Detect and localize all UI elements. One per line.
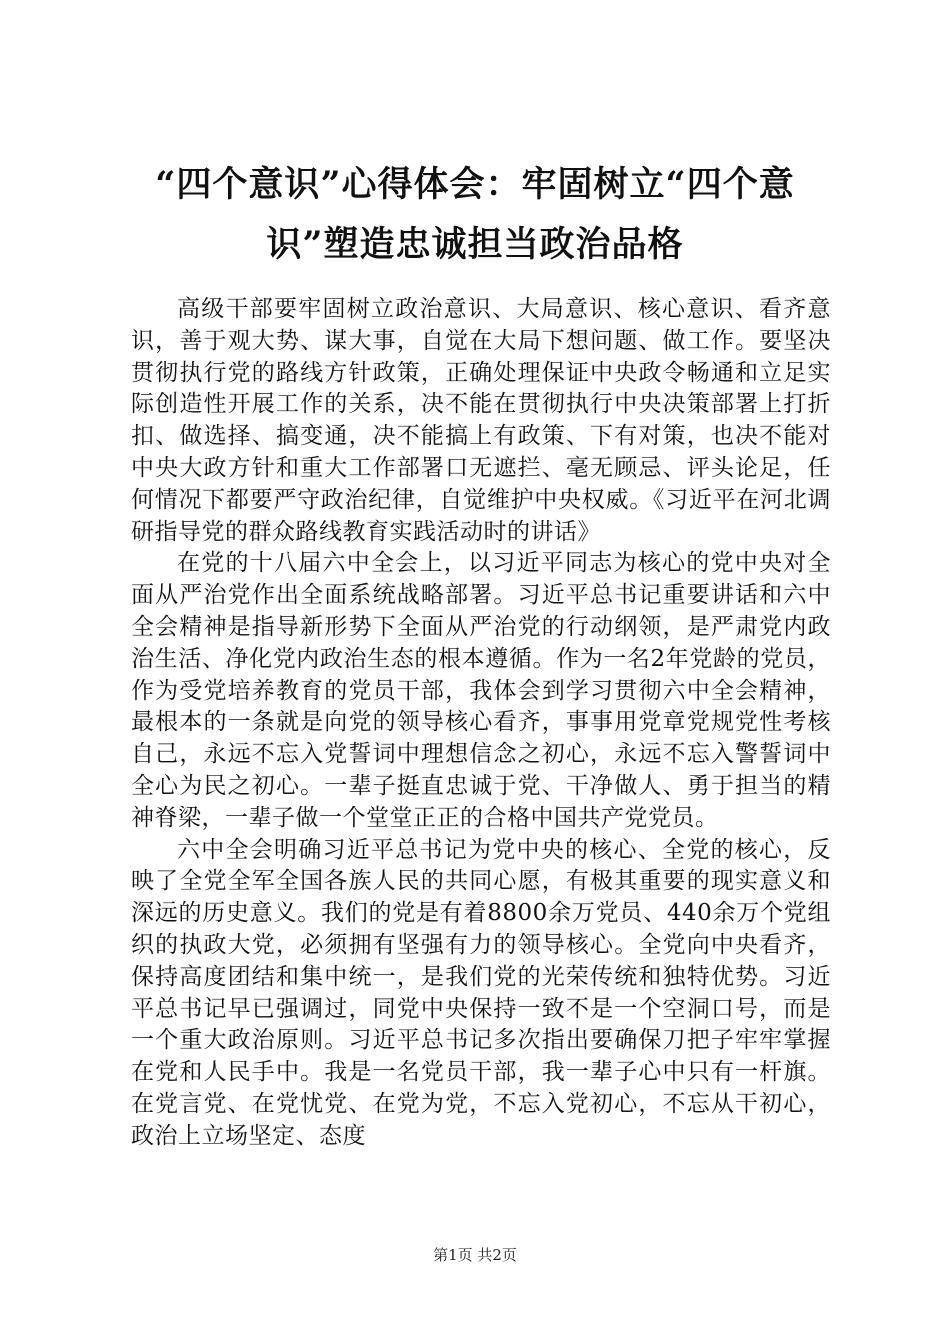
- document-title: [120, 155, 830, 275]
- document-body: [131, 294, 831, 1153]
- paragraph-2: 在党的十八届六中全会上，以习近平同志为核心的党中央对全面从严治党作出全面系统战略部署。习近平总书记重要讲话和六中全会精神是指导新形势下全面从严治党的行动纲领，是严肃党内政治生活、净化党内政治生态的根本遵循。作为一名2年党龄的党员，作为受党培养教育的党员干部，我体会到学习贯彻六中全会精神，最根本的一条就是向党的领导核心看齐，事事用党章党规党性考核自己，永远不忘入党誓词中理想信念之初心，永远不忘入警誓词中全心为民之初心。一辈子挺直忠诚于党、干净做人、勇于担当的精神脊梁，一辈子做一个堂堂正正的合格中国共产党党员。: [131, 550, 831, 831]
- title-line-1: “四个意识”心得体会：牢固树立“四个意: [155, 164, 795, 205]
- title-line-2: 识”塑造忠诚担当政治品格: [266, 224, 684, 265]
- page-footer: 第1页 共2页: [433, 1246, 517, 1264]
- paragraph-3: 六中全会明确习近平总书记为党中央的核心、全党的核心，反映了全党全军全国各族人民的共同心愿，有极其重要的现实意义和深远的历史意义。我们的党是有着8800余万党员、440余万个党组织的执政大党，必须拥有坚强有力的领导核心。全党向中央看齐，保持高度团结和集中统一，是我们党的光荣传统和独特优势。习近平总书记早已强调过，同党中央保持一致不是一个空洞口号，而是一个重大政治原则。习近平总书记多次指出要确保刀把子牢牢掌握在党和人民手中。我是一名党员干部，我一辈子心中只有一杆旗。在党言党、在党忧党、在党为党，不忘入党初心，不忘从干初心，政治上立场坚定、态度: [131, 836, 831, 1149]
- paragraph-1: 高级干部要牢固树立政治意识、大局意识、核心意识、看齐意识，善于观大势、谋大事，自觉在大局下想问题、做工作。要坚决贯彻执行党的路线方针政策，正确处理保证中央政令畅通和立足实际创造性开展工作的关系，决不能在贯彻执行中央决策部署上打折扣、做选择、搞变通，决不能搞上有政策、下有对策，也决不能对中央大政方针和重大工作部署口无遮拦、毫无顾忌、评头论足，任何情况下都要严守政治纪律，自觉维护中央权威。《习近平在河北调研指导党的群众路线教育实践活动时的讲话》: [131, 296, 831, 545]
